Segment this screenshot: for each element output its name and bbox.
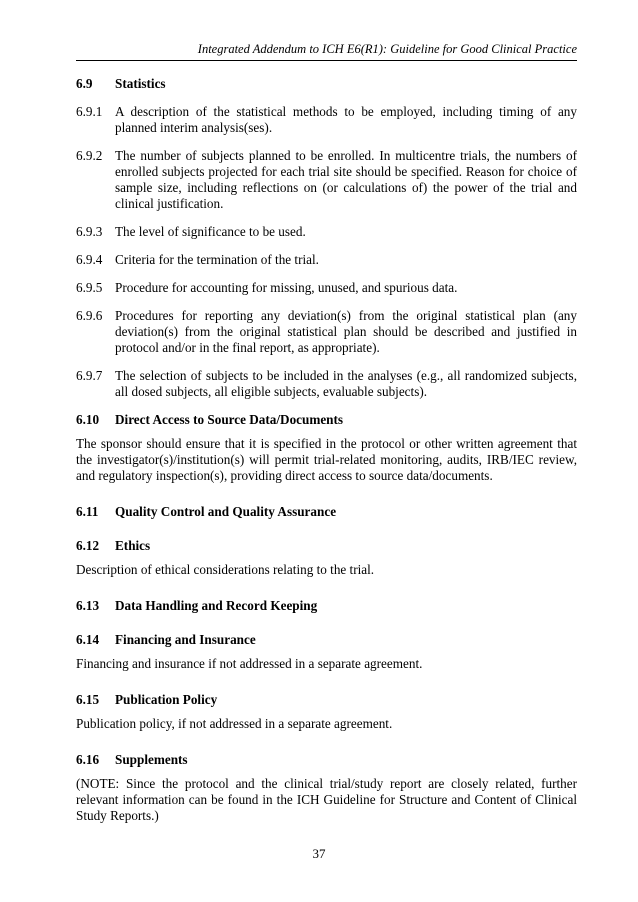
subsection-text: The selection of subjects to be included in the analyses (e.g., all randomized subjects, all dosed subjects, all eligible subjects, evaluable subjects). [115, 368, 577, 399]
subsection-text: The level of significance to be used. [115, 224, 306, 239]
section-heading-6-9 [76, 76, 577, 92]
section-number: 6.9 [76, 76, 93, 91]
section-heading-6-16 [76, 752, 577, 768]
section-heading-6-12 [76, 538, 577, 554]
section-title: Publication Policy [115, 692, 218, 707]
section-heading-6-15 [76, 692, 577, 708]
section-heading-6-14 [76, 632, 577, 648]
section-number: 6.15 [76, 692, 100, 707]
subsection-6-9-4 [76, 252, 577, 268]
subsection-6-9-1 [76, 104, 577, 136]
subsection-number: 6.9.6 [76, 308, 103, 323]
subsection-number: 6.9.2 [76, 148, 103, 163]
section-title: Statistics [115, 76, 166, 91]
subsection-6-9-2 [76, 148, 577, 212]
subsection-number: 6.9.3 [76, 224, 103, 239]
section-number: 6.16 [76, 752, 100, 767]
section-paragraph-6-16: (NOTE: Since the protocol and the clinical trial/study report are closely related, further relevant information can be found in the ICH Guideline for Structure and Content of Clinical Study Reports.) [76, 776, 577, 823]
section-title: Financing and Insurance [115, 632, 256, 647]
section-number: 6.12 [76, 538, 100, 553]
section-paragraph-6-12: Description of ethical considerations relating to the trial. [76, 562, 375, 577]
section-number: 6.11 [76, 504, 99, 519]
section-number: 6.10 [76, 412, 100, 427]
running-header: Integrated Addendum to ICH E6(R1): Guideline for Good Clinical Practice [76, 42, 577, 61]
subsection-text: Procedure for accounting for missing, unused, and spurious data. [115, 280, 458, 295]
section-heading-6-10 [76, 412, 577, 428]
subsection-6-9-3 [76, 224, 577, 240]
section-title: Supplements [115, 752, 188, 767]
subsection-text: Criteria for the termination of the trial. [115, 252, 319, 267]
subsection-number: 6.9.7 [76, 368, 103, 383]
section-title: Ethics [115, 538, 151, 553]
section-heading-6-11 [76, 504, 577, 520]
section-number: 6.13 [76, 598, 100, 613]
section-paragraph-6-15: Publication policy, if not addressed in a separate agreement. [76, 716, 393, 731]
section-heading-6-13 [76, 598, 577, 614]
section-title: Quality Control and Quality Assurance [115, 504, 337, 519]
subsection-text: A description of the statistical methods to be employed, including timing of any planned interim analysis(ses). [115, 104, 577, 135]
subsection-number: 6.9.5 [76, 280, 103, 295]
section-title: Direct Access to Source Data/Documents [115, 412, 344, 427]
section-paragraph-6-14: Financing and insurance if not addressed in a separate agreement. [76, 656, 423, 671]
subsection-6-9-7 [76, 368, 577, 400]
section-title: Data Handling and Record Keeping [115, 598, 318, 613]
document-body [76, 76, 577, 836]
section-paragraph-6-10: The sponsor should ensure that it is specified in the protocol or other written agreement that the investigator(s)/institution(s) will permit trial-related monitoring, audits, IRB/IEC review, and regulatory inspection(s), providing direct access to source data/documents. [76, 436, 577, 483]
subsection-number: 6.9.4 [76, 252, 103, 267]
section-number: 6.14 [76, 632, 100, 647]
page-number: 37 [312, 846, 326, 861]
subsection-6-9-6 [76, 308, 577, 356]
subsection-number: 6.9.1 [76, 104, 103, 119]
subsection-text: The number of subjects planned to be enrolled. In multicentre trials, the numbers of enrolled subjects projected for each trial site should be specified. Reason for choice of sample size, including reflections on (or calculations of) the power of the trial and clinical justification. [115, 148, 577, 211]
subsection-text: Procedures for reporting any deviation(s) from the original statistical plan (any deviation(s) from the original statistical plan should be described and justified in protocol and/or in the final report, as appropriate). [115, 308, 577, 355]
subsection-6-9-5 [76, 280, 577, 296]
